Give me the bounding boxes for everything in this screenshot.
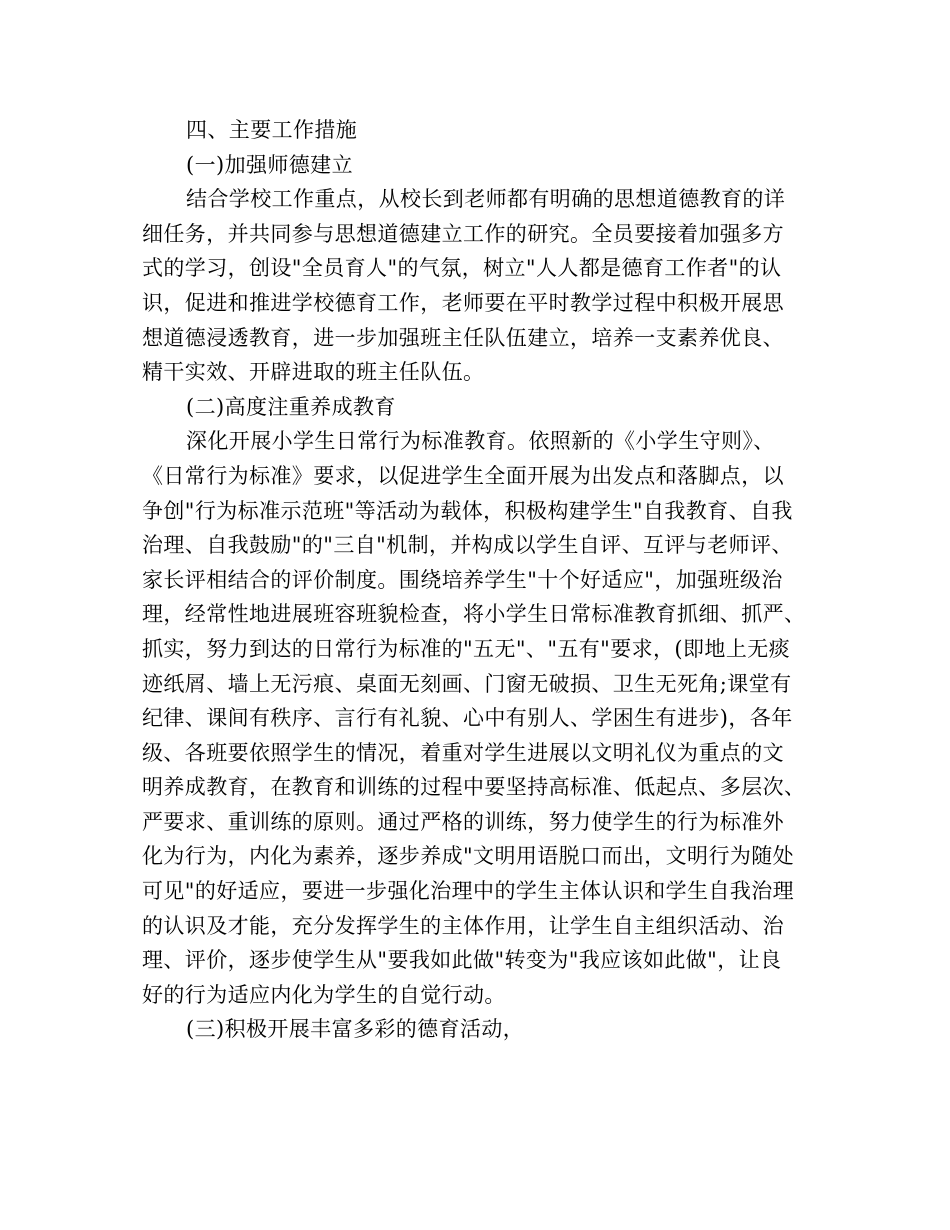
document-body — [142, 113, 822, 1047]
paragraph-line: 迹纸屑、墙上无污痕、桌面无刻画、门窗无破损、卫生无死角;课堂有 — [142, 671, 792, 696]
paragraph-2 — [142, 424, 822, 1012]
paragraph-line: 严要求、重训练的原则。通过严格的训练，努力使学生的行为标准外 — [142, 809, 784, 834]
paragraph-line: 《日常行为标准》要求，以促进学生全面开展为出发点和落脚点，以 — [142, 463, 784, 488]
subsection-heading-1: (一)加强师德建立 — [186, 152, 353, 177]
paragraph-line: 抓实，努力到达的日常行为标准的"五无"、"五有"要求，(即地上无痰 — [142, 636, 791, 661]
subsection-heading-2: (二)高度注重养成教育 — [186, 394, 396, 419]
paragraph-line: 明养成教育，在教育和训练的过程中要坚持高标准、低起点、多层次、 — [142, 775, 806, 800]
paragraph-line: 理，经常性地进展班容班貌检查，将小学生日常标准教育抓细、抓严、 — [142, 602, 806, 627]
paragraph-line: 好的行为适应内化为学生的自觉行动。 — [142, 982, 506, 1007]
paragraph-line: 化为行为，内化为素养，逐步养成"文明用语脱口而出，文明行为随处 — [142, 844, 795, 869]
paragraph-line: 可见"的好适应，要进一步强化治理中的学生主体认识和学生自我治理 — [142, 879, 795, 904]
paragraph-line: 级、各班要依照学生的情况，着重对学生进展以文明礼仪为重点的文 — [142, 740, 784, 765]
paragraph-line: 精干实效、开辟进取的班主任队伍。 — [142, 360, 485, 385]
paragraph-line: 争创"行为标准示范班"等活动为载体，积极构建学生"自我教育、自我 — [142, 498, 793, 523]
section-heading: 四、主要工作措施 — [186, 118, 358, 142]
paragraph-line: 纪律、课间有秩序、言行有礼貌、心中有别人、学困生有进步)，各年 — [142, 706, 793, 731]
paragraph-line: 想道德浸透教育，进一步加强班主任队伍建立，培养一支素养优良、 — [142, 325, 784, 350]
paragraph-line: 深化开展小学生日常行为标准教育。依照新的《小学生守则》、 — [186, 429, 775, 454]
paragraph-line: 家长评相结合的评价制度。围绕培养学生"十个好适应"，加强班级治 — [142, 567, 783, 592]
paragraph-line: 结合学校工作重点，从校长到老师都有明确的思想道德教育的详 — [186, 187, 786, 212]
paragraph-line: 识，促进和推进学校德育工作，老师要在平时教学过程中积极开展思 — [142, 290, 784, 315]
subsection-heading-3: (三)积极开展丰富多彩的德育活动， — [186, 1017, 525, 1042]
paragraph-1 — [142, 182, 822, 390]
paragraph-line: 式的学习，创设"全员育人"的气氛，树立"人人都是德育工作者"的认 — [142, 256, 782, 281]
paragraph-line: 理、评价，逐步使学生从"要我如此做"转变为"我应该如此做"，让良 — [142, 948, 782, 973]
paragraph-line: 治理、自我鼓励"的"三自"机制，并构成以学生自评、互评与老师评、 — [142, 533, 793, 558]
paragraph-line: 的认识及才能，充分发挥学生的主体作用，让学生自主组织活动、治 — [142, 913, 784, 938]
paragraph-line: 细任务，并共同参与思想道德建立工作的研究。全员要接着加强多方 — [142, 221, 784, 246]
